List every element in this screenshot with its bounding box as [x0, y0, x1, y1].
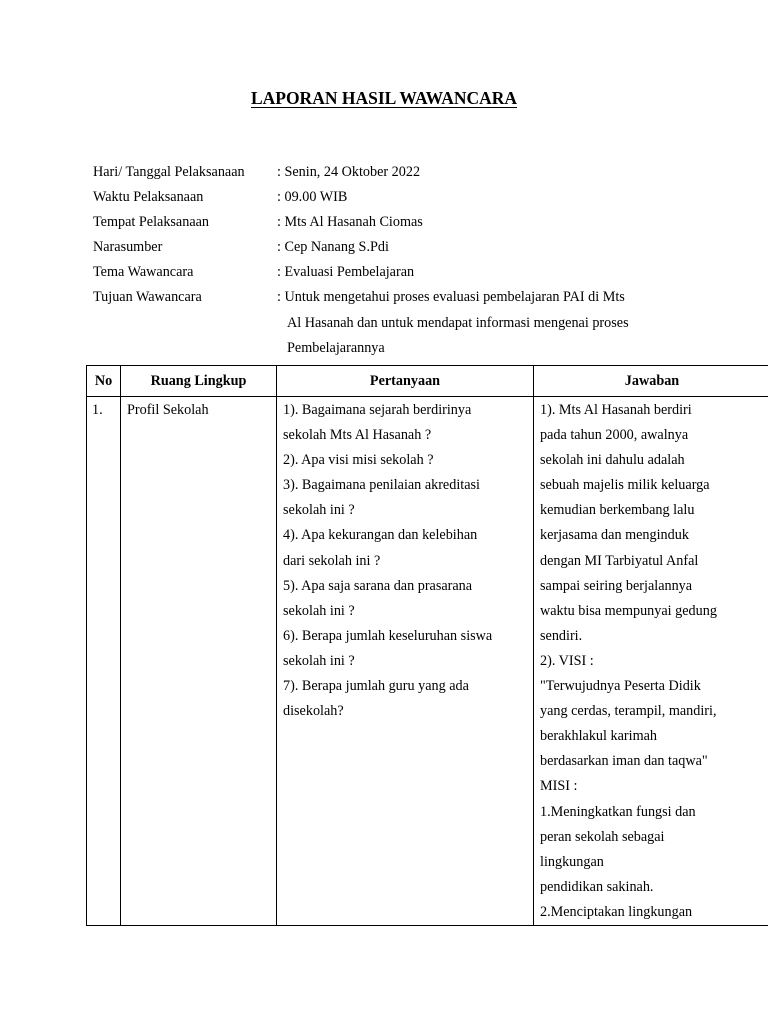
- answer-line: lingkungan: [540, 853, 604, 870]
- question-line: dari sekolah ini ?: [283, 552, 381, 569]
- cell-ruang-lingkup: [121, 397, 277, 926]
- purpose-continuation: [93, 336, 629, 361]
- table-row: [87, 397, 768, 926]
- answer-line: sendiri.: [540, 627, 583, 644]
- question-line: 6). Berapa jumlah keseluruhan siswa: [283, 627, 493, 644]
- interview-info: [93, 160, 629, 361]
- info-value: : Senin, 24 Oktober 2022: [277, 164, 421, 180]
- answer-line: yang cerdas, terampil, mandiri,: [540, 703, 717, 720]
- cell-jawaban: [534, 397, 768, 926]
- answer-line: dengan MI Tarbiyatul Anfal: [540, 552, 699, 569]
- question-line: disekolah?: [283, 703, 344, 720]
- answer-line: waktu bisa mempunyai gedung: [540, 602, 717, 619]
- info-row-theme: [93, 260, 629, 285]
- info-value: : Evaluasi Pembelajaran: [277, 264, 415, 281]
- question-line: 2). Apa visi misi sekolah ?: [283, 452, 434, 469]
- header-pertanyaan: Pertanyaan: [277, 366, 534, 397]
- info-label: Waktu Pelaksanaan: [93, 189, 204, 206]
- header-jawaban: Jawaban: [534, 366, 768, 397]
- info-row-place: [93, 210, 629, 235]
- answer-line: kemudian berkembang lalu: [540, 502, 695, 519]
- answer-line: peran sekolah sebagai: [540, 828, 665, 845]
- answer-line: kerjasama dan menginduk: [540, 527, 689, 544]
- answer-line: berdasarkan iman dan taqwa": [540, 753, 708, 770]
- answer-line: sekolah ini dahulu adalah: [540, 452, 685, 469]
- cell-no: [87, 397, 121, 926]
- answer-line: sebuah majelis milik keluarga: [540, 477, 710, 494]
- info-value: : Cep Nanang S.Pdi: [277, 239, 389, 256]
- question-line: 1). Bagaimana sejarah berdirinya: [283, 402, 472, 418]
- header-ruang-lingkup: Ruang Lingkup: [121, 366, 277, 397]
- answer-lines: [540, 397, 764, 925]
- info-value: : 09.00 WIB: [277, 189, 348, 206]
- question-line: sekolah ini ?: [283, 602, 355, 619]
- question-line: 3). Bagaimana penilaian akreditasi: [283, 477, 480, 494]
- answer-line: 1). Mts Al Hasanah berdiri: [540, 402, 692, 418]
- info-label: Tempat Pelaksanaan: [93, 214, 210, 231]
- info-row-time: [93, 185, 629, 210]
- document-title: LAPORAN HASIL WAWANCARA: [250, 88, 518, 108]
- table-header-row: [87, 366, 768, 397]
- header-no: No: [87, 366, 121, 397]
- answer-line: berakhlakul karimah: [540, 728, 657, 745]
- row-number: 1.: [92, 402, 103, 418]
- purpose-line: Al Hasanah dan untuk mendapat informasi mengenai proses: [287, 314, 629, 331]
- question-line: 4). Apa kekurangan dan kelebihan: [283, 527, 478, 544]
- info-row-purpose: [93, 285, 629, 310]
- question-line: sekolah ini ?: [283, 502, 355, 519]
- info-value: : Untuk mengetahui proses evaluasi pembelajaran PAI di Mts: [277, 289, 625, 306]
- question-line: sekolah Mts Al Hasanah ?: [283, 427, 432, 444]
- purpose-continuation: [93, 311, 629, 336]
- info-row-date: [93, 160, 629, 185]
- info-row-source: [93, 235, 629, 260]
- info-label: Narasumber: [93, 239, 163, 256]
- info-label: Tujuan Wawancara: [93, 289, 202, 306]
- answer-line: pada tahun 2000, awalnya: [540, 427, 689, 444]
- answer-line: MISI :: [540, 778, 578, 795]
- info-label: Hari/ Tanggal Pelaksanaan: [93, 164, 245, 180]
- info-label: Tema Wawancara: [93, 264, 194, 281]
- answer-line: sampai seiring berjalannya: [540, 577, 693, 594]
- answer-line: 2.Menciptakan lingkungan: [540, 903, 693, 920]
- question-line: sekolah ini ?: [283, 652, 355, 669]
- purpose-line: Pembelajarannya: [287, 339, 385, 356]
- answer-line: pendidikan sakinah.: [540, 878, 654, 895]
- question-lines: [283, 397, 527, 724]
- scope-text: Profil Sekolah: [127, 402, 209, 418]
- question-line: 7). Berapa jumlah guru yang ada: [283, 678, 469, 695]
- answer-line: 1.Meningkatkan fungsi dan: [540, 803, 696, 820]
- question-line: 5). Apa saja sarana dan prasarana: [283, 577, 473, 594]
- interview-table: [86, 365, 768, 926]
- answer-line: 2). VISI :: [540, 652, 594, 669]
- info-value: : Mts Al Hasanah Ciomas: [277, 214, 423, 231]
- answer-line: "Terwujudnya Peserta Didik: [540, 678, 701, 695]
- cell-pertanyaan: [277, 397, 534, 926]
